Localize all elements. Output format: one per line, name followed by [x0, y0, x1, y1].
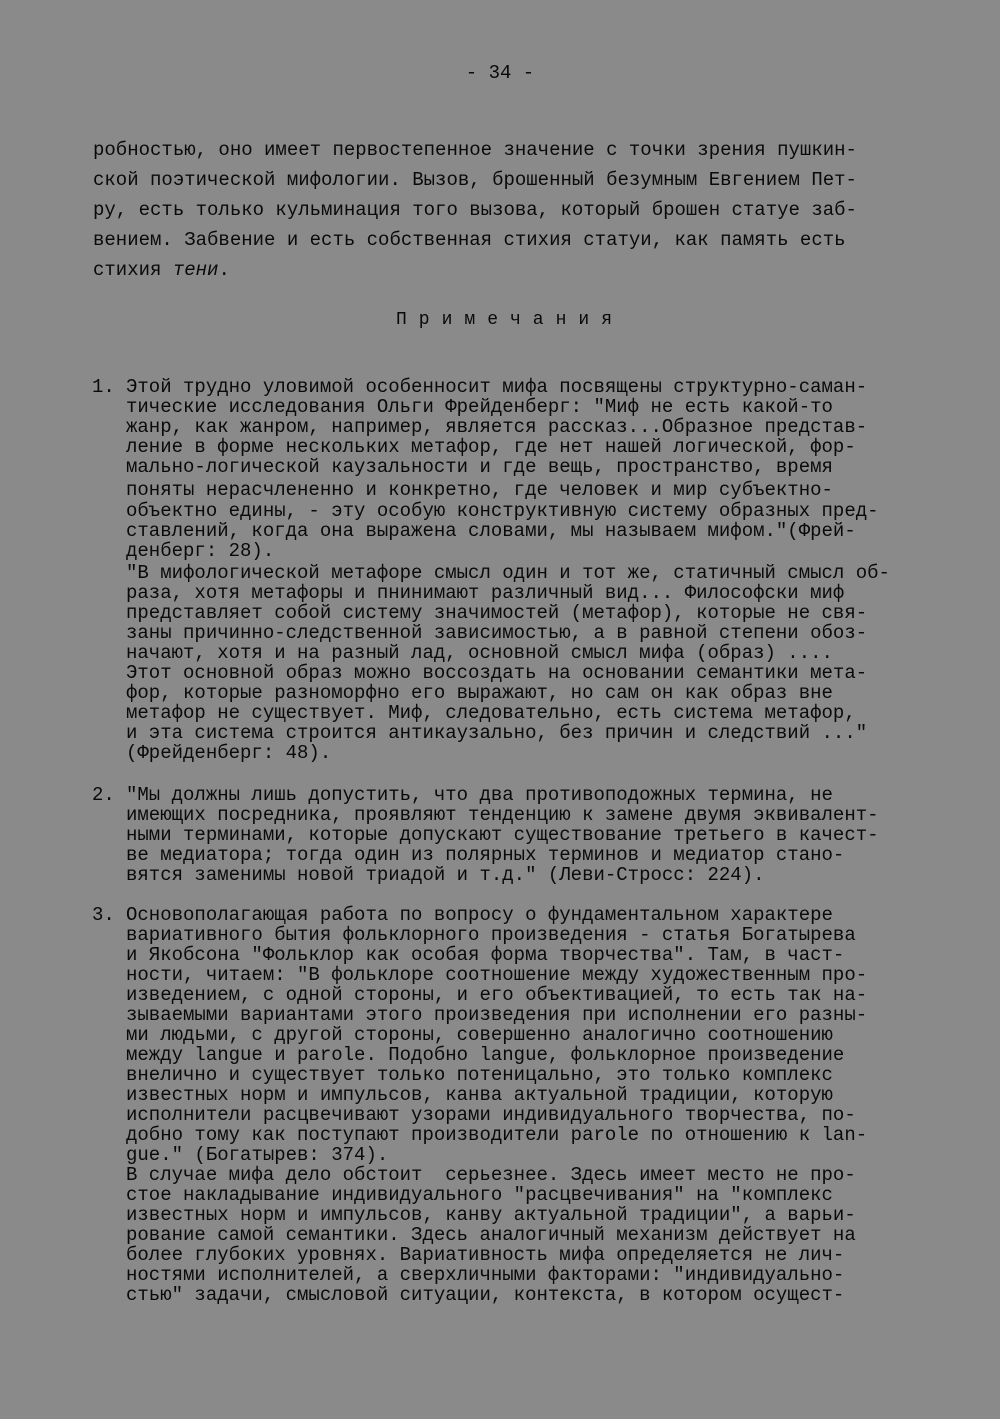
note-number: 2.: [92, 784, 115, 806]
note-line: заны причинно-следственной зависимостью, а в равной степени обоз-: [126, 622, 868, 644]
note-line: gue." (Богатырев: 374).: [126, 1144, 389, 1166]
note-line: денберг: 28).: [126, 540, 275, 562]
note-line: вятся заменимы новой триадой и т.д." (Леви-Стросс: 224).: [126, 864, 765, 886]
note-line: стое накладывание индивидуального "расцвечивания" на "комплекс: [126, 1184, 833, 1206]
note-line: Этот основной образ можно воссоздать на основании семантики мета-: [126, 662, 868, 684]
body-last-prefix: стихия: [93, 259, 173, 281]
note-line: внелично и существует только потеницально, это только комплекс: [126, 1064, 833, 1086]
note-line: ставлений, когда она выражена словами, мы называем мифом."(Фрей-: [126, 520, 856, 542]
note-line: изведением, с одной стороны, и его объективацией, то есть так на-: [126, 984, 868, 1006]
note-number: 3.: [92, 904, 115, 926]
note-line: вариативного бытия фольклорного произведения - статья Богатырева: [126, 924, 856, 946]
note-line: жанр, как жанром, например, является рассказ...Образное представ-: [126, 416, 868, 438]
note-line: ностями исполнителей, а сверхличными факторами: "индивидуально-: [126, 1264, 845, 1286]
note-line: В случае мифа дело обстоит серьезнее. Здесь имеет место не про-: [126, 1164, 856, 1186]
note-line: фор, которые разноморфно его выражают, но сам он как образ вне: [126, 682, 833, 704]
note-line: имеющих посредника, проявляют тенденцию к замене двумя эквивалент-: [126, 804, 879, 826]
note-line: метафор не существует. Миф, следовательно, есть система метафор,: [126, 702, 856, 724]
note-line: исполнители расцвечивают узорами индивидуального творчества, по-: [126, 1104, 856, 1126]
note-line: (Фрейденберг: 48).: [126, 742, 332, 764]
note-line: поняты нерасчлененно и конкретно, где человек и мир субъектно-: [126, 479, 833, 501]
note-line: добно тому как поступают производители parole по отношению к lan-: [126, 1124, 868, 1146]
body-last-italic: тени: [172, 259, 219, 281]
note-line: зываемыми вариантами этого произведения при исполнении его разны-: [126, 1004, 868, 1026]
note-line: и Якобсона "Фольклор как особая форма творчества". Там, в част-: [126, 944, 845, 966]
note-line: Этой трудно уловимой особенносит мифа посвящены структурно-саман-: [126, 376, 868, 398]
page-number: - 34 -: [465, 62, 535, 84]
note-line: ми людьми, с другой стороны, совершенно аналогично соотношению: [126, 1024, 833, 1046]
note-line: начают, хотя и на разный лад, основной смысл мифа (образ) ....: [126, 642, 833, 664]
note-line: ве медиатора; тогда один из полярных терминов и медиатор стано-: [126, 844, 845, 866]
note-line: известных норм и импульсов, канва актуальной традиции, которую: [126, 1084, 833, 1106]
note-line: ление в форме нескольких метафор, где нет нашей логической, фор-: [126, 436, 856, 458]
note-line: "Мы должны лишь допустить, что два противоподожных термина, не: [126, 784, 833, 806]
note-line: раза, хотя метафоры и пнинимают различный вид... Философски миф: [126, 582, 845, 604]
note-line: между langue и parole. Подобно langue, фольклорное произведение: [126, 1044, 845, 1066]
body-line: ской поэтической мифологии. Вызов, брошенный безумным Евгением Пет-: [93, 169, 857, 191]
note-line: представляет собой систему значимостей (метафор), которые не свя-: [126, 602, 868, 624]
note-line: более глубоких уровнях. Вариативность мифа определяется не лич-: [126, 1244, 845, 1266]
body-last-suffix: .: [218, 259, 230, 281]
note-line: ными терминами, которые допускают существование третьего в качест-: [126, 824, 879, 846]
note-number: 1.: [92, 376, 115, 398]
note-line: тические исследования Ольги Фрейденберг: "Миф не есть какой-то: [126, 396, 833, 418]
body-line: вением. Забвение и есть собственная стихия статуи, как память есть: [93, 229, 846, 251]
note-line: известных норм и импульсов, канву актуальной традиции", а варьи-: [126, 1204, 856, 1226]
note-line: рование самой семантики. Здесь аналогичный механизм действует на: [126, 1224, 856, 1246]
body-line: ру, есть только кульминация того вызова, который брошен статуе заб-: [93, 199, 857, 221]
notes-heading: Примечания: [395, 310, 625, 330]
note-line: Основополагающая работа по вопросу о фундаментальном характере: [126, 904, 833, 926]
note-line: ности, читаем: "В фольклоре соотношение между художественным про-: [126, 964, 868, 986]
body-line: [93, 260, 230, 280]
note-line: стью" задачи, смысловой ситуации, контекста, в котором осущест-: [126, 1284, 845, 1306]
body-line: робностью, оно имеет первостепенное значение с точки зрения пушкин-: [93, 139, 857, 161]
note-line: мально-логической каузальности и где вещь, пространство, время: [126, 456, 833, 478]
note-line: "В мифологической метафоре смысл один и тот же, статичный смысл об-: [126, 562, 890, 584]
note-line: и эта система строится антикаузально, без причин и следствий ...": [126, 722, 868, 744]
note-line: объектно едины, - эту особую конструктивную систему образных пред-: [126, 500, 879, 522]
